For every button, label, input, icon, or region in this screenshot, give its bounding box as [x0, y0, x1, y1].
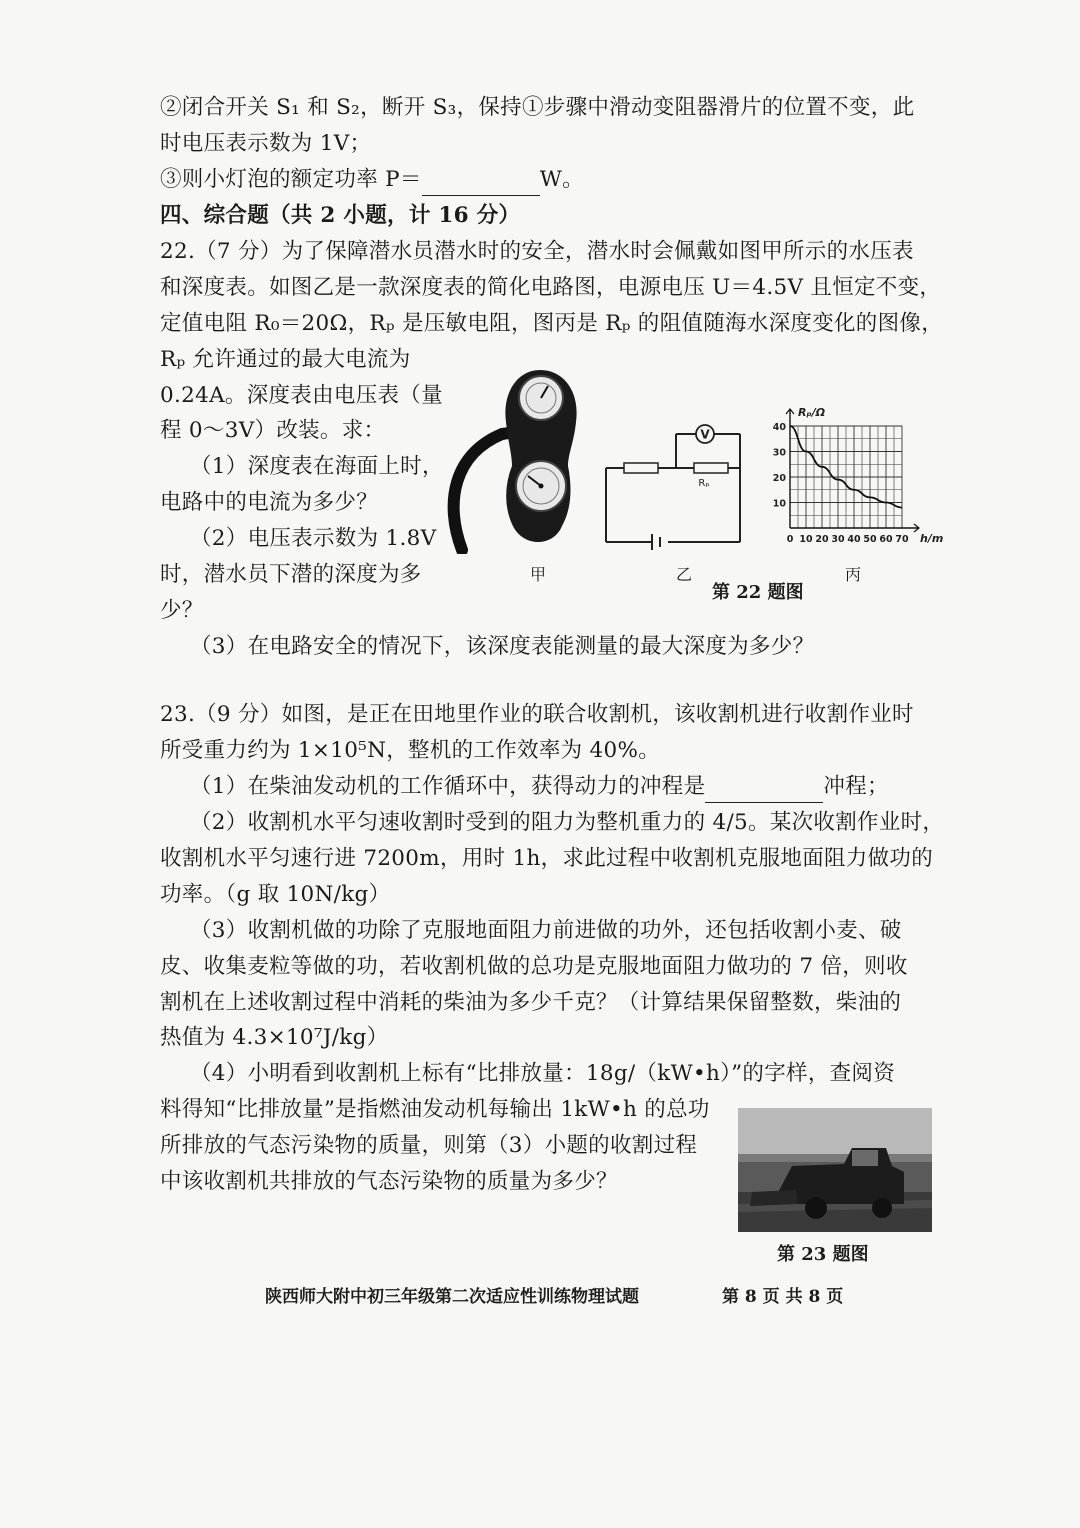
step3-suffix: W。	[539, 167, 584, 192]
chart-x-tick-label: 0	[786, 534, 794, 545]
section-heading: 四、综合题（共 2 小题，计 16 分）	[160, 203, 521, 228]
chart-y-tick-label: 40	[772, 422, 786, 433]
voltmeter-label: V	[700, 427, 710, 442]
chart-xlabel: h/m	[920, 532, 944, 545]
q23-line-1: 23.（9 分）如图，是正在田地里作业的联合收割机，该收割机进行收割作业时	[160, 702, 914, 727]
answer-blank-power[interactable]	[422, 165, 540, 196]
q22-line-4: Rₚ 允许通过的最大电流为	[160, 347, 411, 372]
step3-line	[160, 165, 584, 196]
q22-part1-line-1: （1）深度表在海面上时，	[190, 454, 444, 479]
q23-part2-line-1: （2）收割机水平匀速收割时受到的阻力为整机重力的 4/5。某次收割作业时，	[190, 810, 945, 835]
q23-part1-suffix: 冲程；	[823, 774, 889, 799]
q22-line-5: 0.24A。深度表由电压表（量	[160, 383, 443, 408]
step3-prefix: ③则小灯泡的额定功率 P＝	[160, 167, 422, 192]
chart-x-tick-label: 60	[879, 534, 893, 545]
q22-figure-caption: 第 22 题图	[712, 582, 804, 603]
harvester-photo	[738, 1108, 932, 1232]
q23-part2-line-3: 功率。（g 取 10N/kg）	[160, 882, 391, 907]
chart-x-tick-label: 20	[815, 534, 829, 545]
chart-y-tick-label: 20	[772, 473, 786, 484]
q23-figure-caption: 第 23 题图	[777, 1244, 869, 1265]
q23-part4-line-2: 料得知“比排放量”是指燃油发动机每输出 1kW•h 的总功	[160, 1097, 710, 1122]
label-yi: 乙	[676, 565, 693, 584]
label-jia: 甲	[530, 565, 547, 584]
q23-part4-line-4: 中该收割机共排放的气态污染物的质量为多少？	[160, 1169, 618, 1194]
chart-y-tick-label: 10	[772, 498, 786, 510]
q22-line-3: 定值电阻 R₀＝20Ω，Rₚ 是压敏电阻，图丙是 Rₚ 的阻值随海水深度变化的图像，	[160, 311, 944, 336]
chart-x-tick-label: 50	[863, 534, 877, 545]
q22-part2-line-1: （2）电压表示数为 1.8V	[190, 526, 437, 551]
answer-blank-stroke[interactable]	[705, 772, 823, 803]
depth-gauge-figure	[440, 362, 590, 554]
chart-y-tick-label: 30	[772, 447, 786, 459]
step2-line-1: ②闭合开关 S₁ 和 S₂，断开 S₃，保持①步骤中滑动变阻器滑片的位置不变，此	[160, 95, 915, 120]
resistance-depth-chart	[762, 402, 952, 552]
q22-part2-line-2: 时，潜水员下潜的深度为多	[160, 562, 422, 587]
resistor-label: Rₚ	[698, 478, 710, 489]
step2-line-2: 时电压表示数为 1V；	[160, 131, 372, 156]
q23-part4-line-1: （4）小明看到收割机上标有“比排放量：18g/（kW•h）”的字样，查阅资	[190, 1061, 896, 1086]
q23-part3-line-2: 皮、收集麦粒等做的功，若收割机做的总功是克服地面阻力做功的 7 倍，则收	[160, 954, 908, 979]
label-bing: 丙	[845, 565, 862, 584]
q22-part2-line-3: 少？	[160, 598, 204, 623]
q23-line-2: 所受重力约为 1×10⁵N，整机的工作效率为 40%。	[160, 738, 661, 763]
chart-x-tick-label: 70	[895, 534, 909, 545]
chart-x-tick-label: 40	[847, 534, 861, 545]
q22-line-6: 程 0～3V）改装。求：	[160, 418, 386, 443]
q23-part3-line-1: （3）收割机做的功除了克服地面阻力前进做的功外，还包括收割小麦、破	[190, 918, 902, 943]
q23-part3-line-3: 割机在上述收割过程中消耗的柴油为多少千克？（计算结果保留整数，柴油的	[160, 990, 902, 1015]
chart-x-tick-label: 10	[799, 534, 813, 545]
q23-part1-line	[190, 772, 889, 803]
q22-line-1: 22.（7 分）为了保障潜水员潜水时的安全，潜水时会佩戴如图甲所示的水压表	[160, 239, 914, 264]
chart-ylabel: Rₚ/Ω	[798, 406, 826, 419]
footer-page-number: 第 8 页 共 8 页	[722, 1287, 844, 1307]
q22-line-2: 和深度表。如图乙是一款深度表的简化电路图，电源电压 U＝4.5V 且恒定不变，	[160, 275, 942, 300]
footer-exam-title: 陕西师大附中初三年级第二次适应性训练物理试题	[265, 1287, 639, 1307]
q22-part3-line: （3）在电路安全的情况下，该深度表能测量的最大深度为多少？	[190, 634, 815, 659]
q22-part1-line-2: 电路中的电流为多少？	[160, 490, 379, 515]
q23-part2-line-2: 收割机水平匀速行进 7200m，用时 1h，求此过程中收割机克服地面阻力做功的	[160, 846, 934, 871]
circuit-diagram	[600, 420, 750, 550]
chart-x-tick-label: 30	[831, 534, 845, 545]
q23-part4-line-3: 所排放的气态污染物的质量，则第（3）小题的收割过程	[160, 1133, 698, 1158]
q23-part3-line-4: 热值为 4.3×10⁷J/kg）	[160, 1025, 389, 1050]
q23-part1-prefix: （1）在柴油发动机的工作循环中，获得动力的冲程是	[190, 774, 706, 799]
